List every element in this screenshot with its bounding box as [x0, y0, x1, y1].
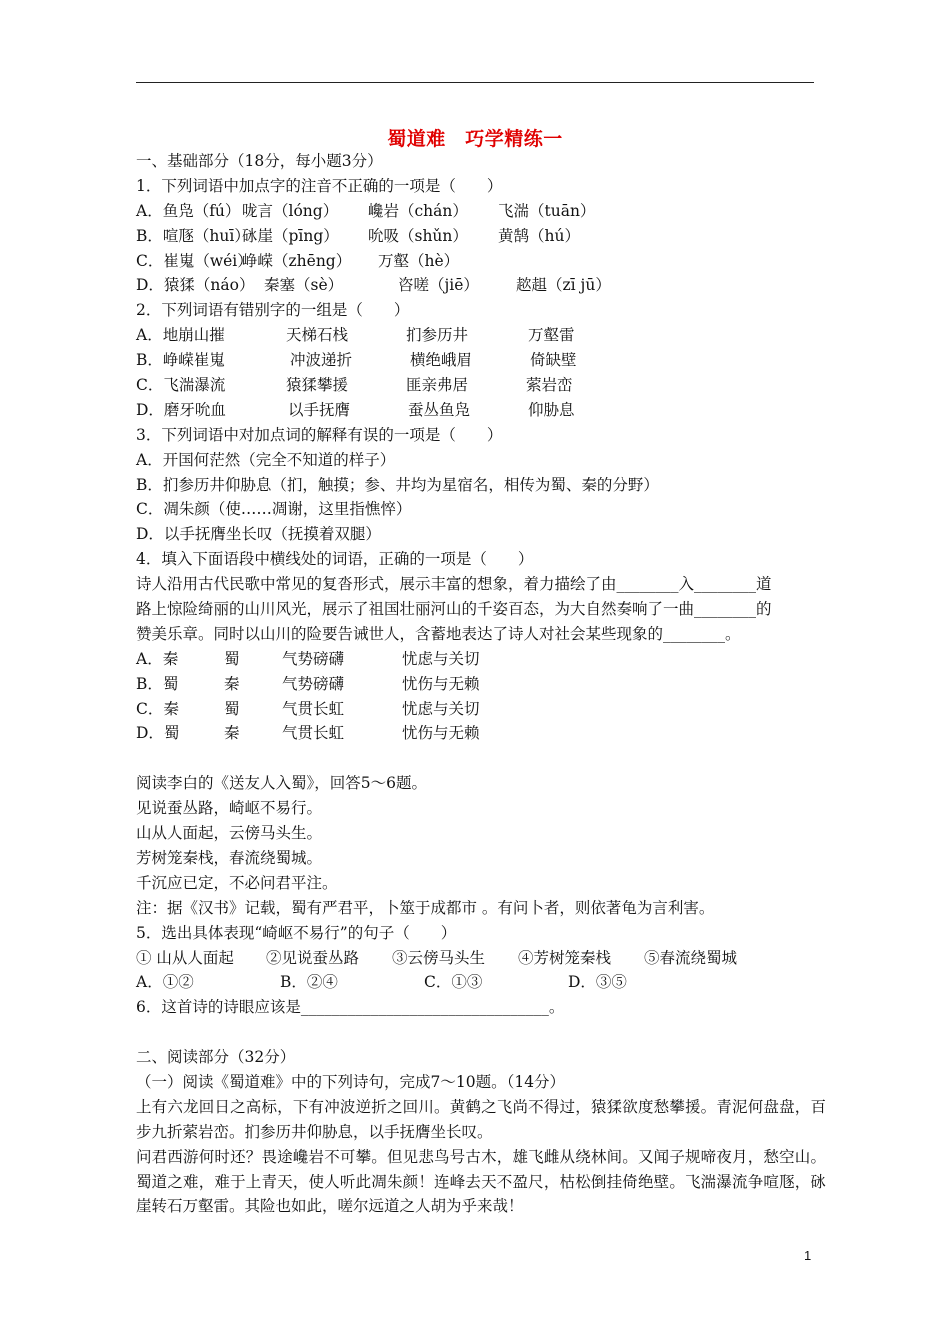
q2-stem: 2．下列词语有错别字的一组是（ ） — [136, 301, 410, 320]
q5-item: ④芳树笼秦栈 — [518, 948, 612, 967]
option-cell: B．蜀 — [136, 674, 179, 693]
q5-item: ②见说蚕丛路 — [266, 948, 360, 967]
poem-line: 见说蚕丛路，崎岖不易行。 — [136, 799, 323, 818]
spacer — [136, 746, 826, 771]
q2-option-b — [136, 348, 826, 373]
header-rule — [136, 82, 814, 83]
option-cell: 忧伤与无赖 — [402, 674, 480, 693]
q5-item: ⑤春流绕蜀城 — [644, 948, 738, 967]
option-cell: 咨嗟（jiē） — [398, 276, 479, 295]
section2-subheading: （一）阅读《蜀道难》中的下列诗句，完成7～10题。（14分） — [136, 1072, 566, 1091]
section2-passage-paragraph: 上有六龙回日之高标，下有冲波逆折之回川。黄鹤之飞尚不得过，猿猱欲度愁攀援。青泥何盘盘，百步九折萦岩峦。扪参历井仰胁息，以手抚膺坐长叹。 — [136, 1097, 826, 1141]
q1-option-a — [136, 199, 826, 224]
option-cell: 秦 — [224, 724, 240, 743]
option-cell: A．鱼凫（fú） — [136, 201, 241, 220]
q4-option-a — [136, 647, 826, 672]
option-cell: 秦塞（sè） — [264, 276, 344, 295]
q1-option-b — [136, 224, 826, 249]
q1-option-d — [136, 273, 826, 298]
q5-options — [136, 970, 826, 995]
option-cell: 气势磅礴 — [282, 649, 345, 668]
option-cell: A．①② — [136, 973, 194, 992]
option-cell: 以手抚膺 — [288, 400, 351, 419]
option-cell: 咙言（lóng） — [242, 201, 339, 220]
option-cell: D．磨牙吮血 — [136, 400, 226, 419]
option-cell: 扪参历井 — [406, 326, 469, 345]
option-cell: C．崔嵬（wéi） — [136, 251, 253, 270]
q6-stem: 6．这首诗的诗眼应该是________________________________。 — [136, 998, 565, 1017]
option-cell: 萦岩峦 — [526, 376, 573, 395]
option-cell: A．地崩山摧 — [136, 326, 225, 345]
q1-option-c — [136, 249, 826, 274]
section2-passage-paragraph: 问君西游何时还？畏途巉岩不可攀。但见悲鸟号古木，雄飞雌从绕林间。又闻子规啼夜月，愁空山。蜀道之难，难于上青天，使人听此凋朱颜！连峰去天不盈尺，枯松倒挂倚绝壁。飞湍瀑流争喧豗，砯崖转石万壑雷。其险也如此，嗟尔远道之人胡为乎来哉！ — [136, 1147, 826, 1216]
option-cell: 趑趄（zī jū） — [516, 276, 611, 295]
option-cell: 匪亲弗居 — [406, 376, 469, 395]
option-cell: 飞湍（tuān） — [498, 201, 596, 220]
option-cell: 气势磅礴 — [282, 674, 345, 693]
option-cell: 秦 — [224, 674, 240, 693]
q3-option-c: C．凋朱颜（使……凋谢，这里指憔悴） — [136, 500, 412, 519]
option-cell: 气贯长虹 — [282, 699, 345, 718]
document-body — [136, 149, 826, 1219]
option-cell: B．②④ — [280, 973, 338, 992]
q3-stem: 3．下列词语中对加点词的解释有误的一项是（ ） — [136, 425, 503, 444]
page-title: 蜀道难 巧学精练一 — [387, 128, 563, 150]
option-cell: 忧伤与无赖 — [402, 724, 480, 743]
option-cell: 冲波递折 — [290, 351, 353, 370]
poem-line: 芳树笼秦栈，春流绕蜀城。 — [136, 848, 323, 867]
reading-intro: 阅读李白的《送友人入蜀》，回答5～6题。 — [136, 774, 427, 793]
option-cell: 万壑雷 — [528, 326, 575, 345]
q5-items — [136, 946, 826, 971]
option-cell: 倚缺壁 — [530, 351, 577, 370]
q4-passage-line: 诗人沿用古代民歌中常见的复沓形式，展示丰富的想象，着力描绘了由________入________道 — [136, 575, 772, 594]
q5-stem: 5．选出具体表现“崎岖不易行”的句子（ ） — [136, 923, 457, 942]
option-cell: 万壑（hè） — [378, 251, 460, 270]
option-cell: 巉岩（chán） — [368, 201, 468, 220]
q4-option-c — [136, 697, 826, 722]
option-cell: A．秦 — [136, 649, 179, 668]
page-number: 1 — [804, 1248, 812, 1263]
option-cell: 天梯石栈 — [286, 326, 349, 345]
poem-line: 千沉应已定，不必问君平注。 — [136, 873, 338, 892]
option-cell: 蜀 — [224, 699, 240, 718]
option-cell: 吮吸（shǔn） — [368, 226, 468, 245]
option-cell: 峥嵘（zhēng） — [242, 251, 352, 270]
option-cell: 忧虑与关切 — [402, 699, 480, 718]
q5-item: ③云傍马头生 — [392, 948, 486, 967]
q2-option-d — [136, 398, 826, 423]
option-cell: 蜀 — [224, 649, 240, 668]
q1-stem: 1．下列词语中加点字的注音不正确的一项是（ ） — [136, 176, 503, 195]
q3-option-d: D．以手抚膺坐长叹（抚摸着双腿） — [136, 525, 381, 544]
q5-item: ① 山从人面起 — [136, 948, 234, 967]
option-cell: 仰胁息 — [528, 400, 575, 419]
option-cell: C．秦 — [136, 699, 179, 718]
poem-line: 山从人面起，云傍马头生。 — [136, 824, 323, 843]
option-cell: C．飞湍瀑流 — [136, 376, 226, 395]
q4-option-d — [136, 721, 826, 746]
option-cell: 猿猱攀援 — [286, 376, 349, 395]
option-cell: 砯崖（pīng） — [242, 226, 339, 245]
section2-heading: 二、阅读部分（32分） — [136, 1048, 296, 1067]
spacer — [136, 1020, 826, 1045]
option-cell: 忧虑与关切 — [402, 649, 480, 668]
option-cell: 蚕丛鱼凫 — [408, 400, 471, 419]
option-cell: D．③⑤ — [568, 973, 627, 992]
poem-note: 注：据《汉书》记载，蜀有严君平，卜筮于成都市 。有问卜者，则依著龟为言利害。 — [136, 898, 715, 917]
q4-passage-line: 赞美乐章。同时以山川的险要告诫世人，含蓄地表达了诗人对社会某些现象的________。 — [136, 624, 741, 643]
option-cell: B．喧豗（huī） — [136, 226, 250, 245]
q4-option-b — [136, 672, 826, 697]
option-cell: 黄鹄（hú） — [498, 226, 580, 245]
option-cell: C．①③ — [424, 973, 483, 992]
section1-heading: 一、基础部分（18分，每小题3分） — [136, 152, 383, 170]
option-cell: B．峥嵘崔嵬 — [136, 351, 225, 370]
option-cell: D．猿猱（náo） — [136, 276, 255, 295]
q2-option-c — [136, 373, 826, 398]
q4-stem: 4．填入下面语段中横线处的词语，正确的一项是（ ） — [136, 550, 534, 569]
q3-option-a: A．开国何茫然（完全不知道的样子） — [136, 450, 396, 469]
q4-passage-line: 路上惊险绮丽的山川风光，展示了祖国壮丽河山的千姿百态，为大自然奏响了一曲________的 — [136, 600, 772, 619]
option-cell: 气贯长虹 — [282, 724, 345, 743]
option-cell: D．蜀 — [136, 724, 180, 743]
option-cell: 横绝峨眉 — [410, 351, 473, 370]
q3-option-b: B．扪参历井仰胁息（扪，触摸；参、井均为星宿名，相传为蜀、秦的分野） — [136, 475, 659, 494]
q2-option-a — [136, 323, 826, 348]
